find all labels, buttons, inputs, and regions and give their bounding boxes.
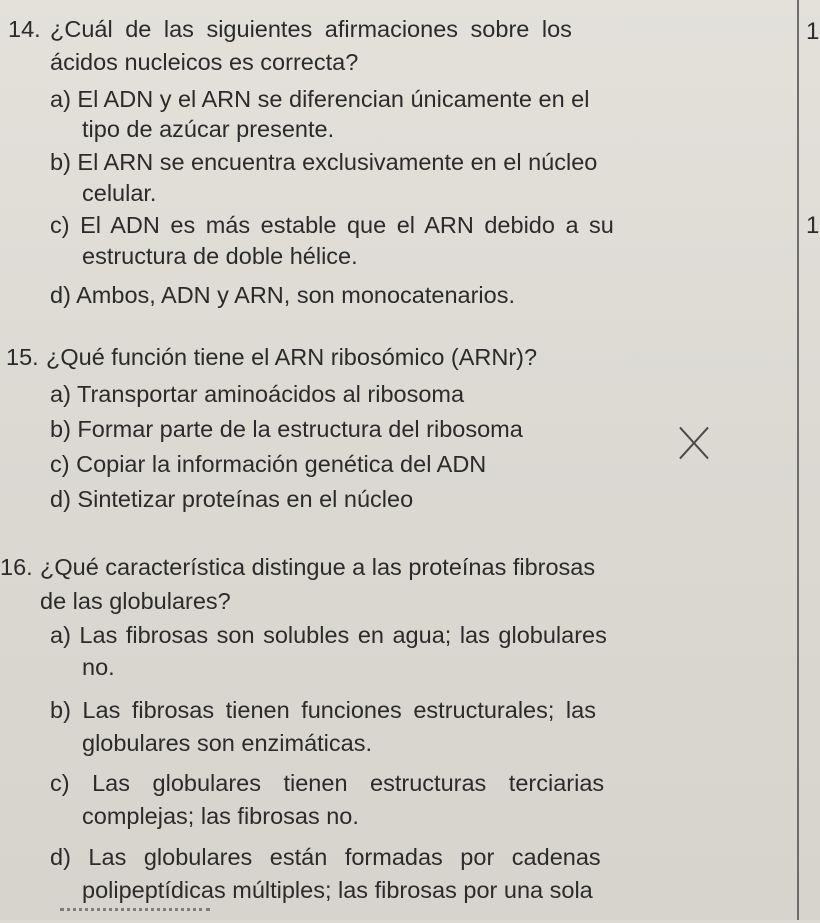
q14-number: 14.	[8, 16, 41, 42]
x-mark-icon	[676, 424, 714, 460]
q14-option-b-cont: celular.	[82, 180, 157, 206]
q14-option-b[interactable]: b) El ARN se encuentra exclusivamente en el núcleo	[50, 149, 598, 175]
q16-option-c[interactable]: c) Las globulares tienen estructuras terciarias	[50, 770, 605, 796]
q16-stem-line2: de las globulares?	[40, 588, 231, 614]
cut-off-text-fragment	[60, 908, 210, 923]
q16-option-d[interactable]: d) Las globulares están formadas por cadenas	[50, 844, 601, 870]
column-divider	[797, 0, 799, 920]
q14-option-c-cont: estructura de doble hélice.	[82, 243, 358, 269]
q16-option-a[interactable]: a) Las fibrosas son solubles en agua; las globulares	[50, 622, 607, 648]
margin-number-top: 1	[806, 18, 820, 45]
q16-stem-line1: ¿Qué característica distingue a las proteínas fibrosas	[40, 554, 596, 580]
q15-option-a[interactable]: a) Transportar aminoácidos al ribosoma	[50, 381, 465, 407]
q14-option-a[interactable]: a) El ADN y el ARN se diferencian únicamente en el	[50, 86, 590, 112]
q16-number: 16.	[0, 554, 33, 580]
q14-option-a-cont: tipo de azúcar presente.	[82, 116, 335, 142]
q14-option-c[interactable]: c) El ADN es más estable que el ARN debido a su	[50, 212, 614, 238]
q15-number: 15.	[6, 344, 39, 370]
q14-option-d[interactable]: d) Ambos, ADN y ARN, son monocatenarios.	[50, 282, 515, 308]
q15-stem: ¿Qué función tiene el ARN ribosómico (ARNr)?	[46, 344, 538, 370]
q16-option-b[interactable]: b) Las fibrosas tienen funciones estructurales; las	[50, 697, 596, 723]
q16-option-b-cont: globulares son enzimáticas.	[82, 730, 372, 756]
q15-option-c[interactable]: c) Copiar la información genética del ADN	[50, 451, 487, 477]
q16-option-a-cont: no.	[82, 654, 115, 680]
q15-option-d[interactable]: d) Sintetizar proteínas en el núcleo	[50, 486, 414, 512]
q14-stem-line2: ácidos nucleicos es correcta?	[50, 49, 359, 75]
margin-number-mid: 1	[806, 212, 820, 239]
q14-stem-line1: ¿Cuál de las siguientes afirmaciones sobre los	[50, 16, 572, 42]
q16-option-c-cont: complejas; las fibrosas no.	[82, 803, 359, 829]
q15-option-b[interactable]: b) Formar parte de la estructura del ribosoma	[50, 416, 523, 442]
q16-option-d-cont: polipeptídicas múltiples; las fibrosas por una sola	[82, 877, 593, 903]
